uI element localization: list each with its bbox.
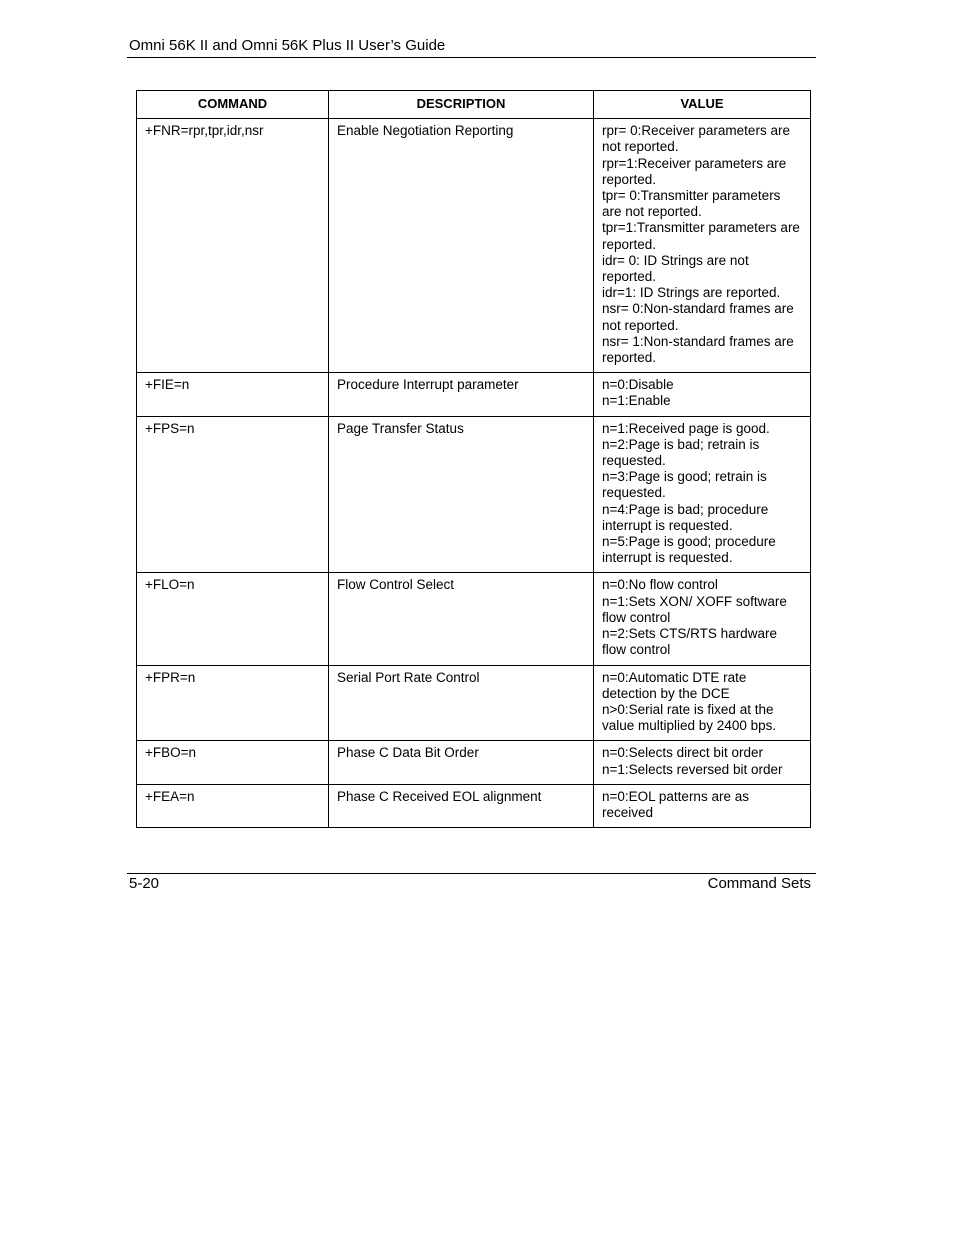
value-line: n=2:Page is bad; retrain is requested. <box>602 436 760 469</box>
column-header-value: VALUE <box>594 91 811 119</box>
command-cell: +FEA=n <box>137 784 329 827</box>
value-line: n=1:Sets XON/ XOFF software flow control <box>602 593 787 625</box>
footer-rule <box>127 873 816 874</box>
header-rule <box>127 57 816 58</box>
description-cell: Page Transfer Status <box>329 416 594 573</box>
table-row <box>137 573 811 665</box>
value-line: n=1:Selects reversed bit order <box>602 761 783 777</box>
command-cell: +FBO=n <box>137 741 329 784</box>
description-cell: Serial Port Rate Control <box>329 665 594 741</box>
table-row <box>137 741 811 784</box>
section-name: Command Sets <box>707 875 811 892</box>
command-cell: +FNR=rpr,tpr,idr,nsr <box>137 119 329 373</box>
column-header-description: DESCRIPTION <box>329 91 594 119</box>
value-cell <box>594 573 811 665</box>
value-line: n=4:Page is bad; procedure interrupt is requested. <box>602 501 769 533</box>
description-cell: Flow Control Select <box>329 573 594 665</box>
page-number: 5-20 <box>129 875 160 892</box>
value-line: nsr= 0:Non-standard frames are not reported. <box>602 301 794 333</box>
command-cell: +FPS=n <box>137 416 329 573</box>
value-line: n=2:Sets CTS/RTS hardware flow control <box>602 626 777 658</box>
value-cell <box>594 416 811 573</box>
value-cell <box>594 784 811 827</box>
value-cell <box>594 665 811 741</box>
value-cell <box>594 119 811 373</box>
value-line: n>0:Serial rate is fixed at the value multiplied by 2400 bps. <box>602 701 777 734</box>
table-row <box>137 784 811 827</box>
command-table <box>136 90 811 828</box>
column-header-command: COMMAND <box>137 91 329 119</box>
table-row <box>137 665 811 741</box>
description-cell: Procedure Interrupt parameter <box>329 373 594 416</box>
value-cell <box>594 373 811 416</box>
value-line: rpr= 0:Receiver parameters are not reported. <box>602 123 790 155</box>
value-line: n=1:Received page is good. <box>602 420 770 436</box>
command-cell: +FLO=n <box>137 573 329 665</box>
value-line: n=0:Disable <box>602 377 674 393</box>
value-line: nsr= 1:Non-standard frames are reported. <box>602 333 794 366</box>
value-line: tpr= 0:Transmitter parameters are not reported. <box>602 188 781 220</box>
value-line: n=0:No flow control <box>602 577 718 593</box>
value-line: idr=1: ID Strings are reported. <box>602 285 781 301</box>
description-cell: Phase C Received EOL alignment <box>329 784 594 827</box>
description-cell: Phase C Data Bit Order <box>329 741 594 784</box>
value-cell <box>594 741 811 784</box>
value-line: idr= 0: ID Strings are not reported. <box>602 252 749 285</box>
value-line: n=0:Automatic DTE rate detection by the DCE <box>602 669 747 701</box>
value-line: n=3:Page is good; retrain is requested. <box>602 469 767 501</box>
table-header-row <box>137 91 811 119</box>
value-line: n=0:Selects direct bit order <box>602 745 763 761</box>
command-cell: +FPR=n <box>137 665 329 741</box>
table-row <box>137 119 811 373</box>
description-cell: Enable Negotiation Reporting <box>329 119 594 373</box>
value-line: n=1:Enable <box>602 393 671 409</box>
value-line: n=5:Page is good; procedure interrupt is requested. <box>602 534 776 566</box>
running-header: Omni 56K II and Omni 56K Plus II User’s Guide <box>129 37 446 54</box>
table-row <box>137 416 811 573</box>
table-row <box>137 373 811 416</box>
value-line: tpr=1:Transmitter parameters are reported. <box>602 220 800 252</box>
value-line: n=0:EOL patterns are as received <box>602 788 749 820</box>
value-line: rpr=1:Receiver parameters are reported. <box>602 155 787 187</box>
command-cell: +FIE=n <box>137 373 329 416</box>
